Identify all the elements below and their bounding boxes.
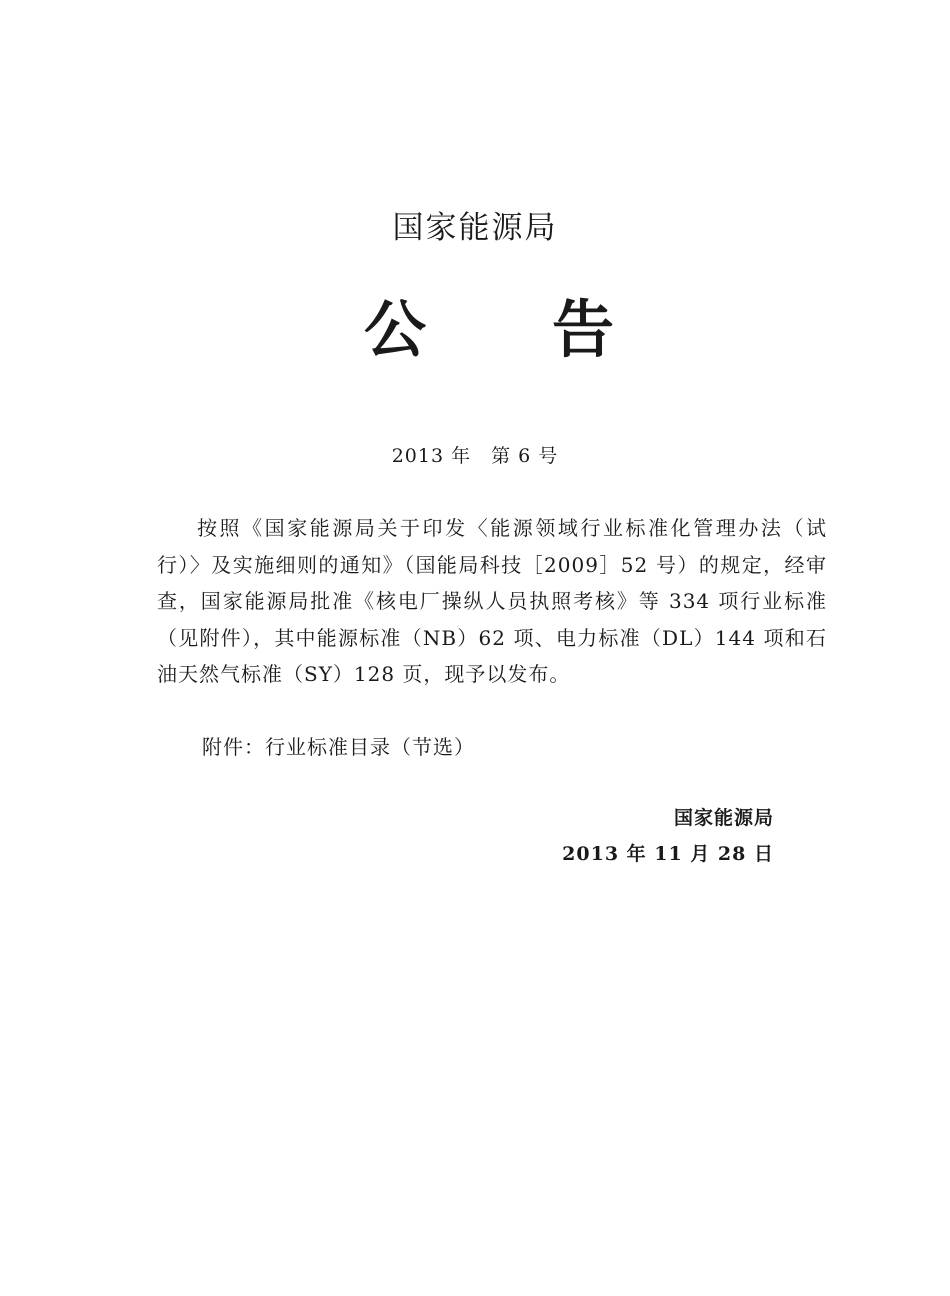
- body-paragraph: 按照《国家能源局关于印发〈能源领域行业标准化管理办法（试行）〉及实施细则的通知》（国能局科技［2009］52 号）的规定，经审查，国家能源局批准《核电厂操纵人员执照考核》等 334 项行业标准（见附件），其中能源标准（NB）62 项、电力标准（DL）144 项和石油天然气标准（SY）128 页，现予以发布。: [157, 516, 827, 686]
- document-title: [0, 290, 950, 370]
- title-char-gao: 告: [552, 293, 615, 366]
- document-number: 2013 年 第 6 号: [391, 445, 559, 467]
- attachment-line: 附件：行业标准目录（节选）: [202, 735, 475, 759]
- issuer-heading: 国家能源局: [392, 210, 558, 246]
- signature-date: 2013 年 11 月 28 日: [562, 843, 774, 865]
- title-char-gong: 公: [364, 293, 427, 366]
- signature-organization: 国家能源局: [673, 807, 774, 829]
